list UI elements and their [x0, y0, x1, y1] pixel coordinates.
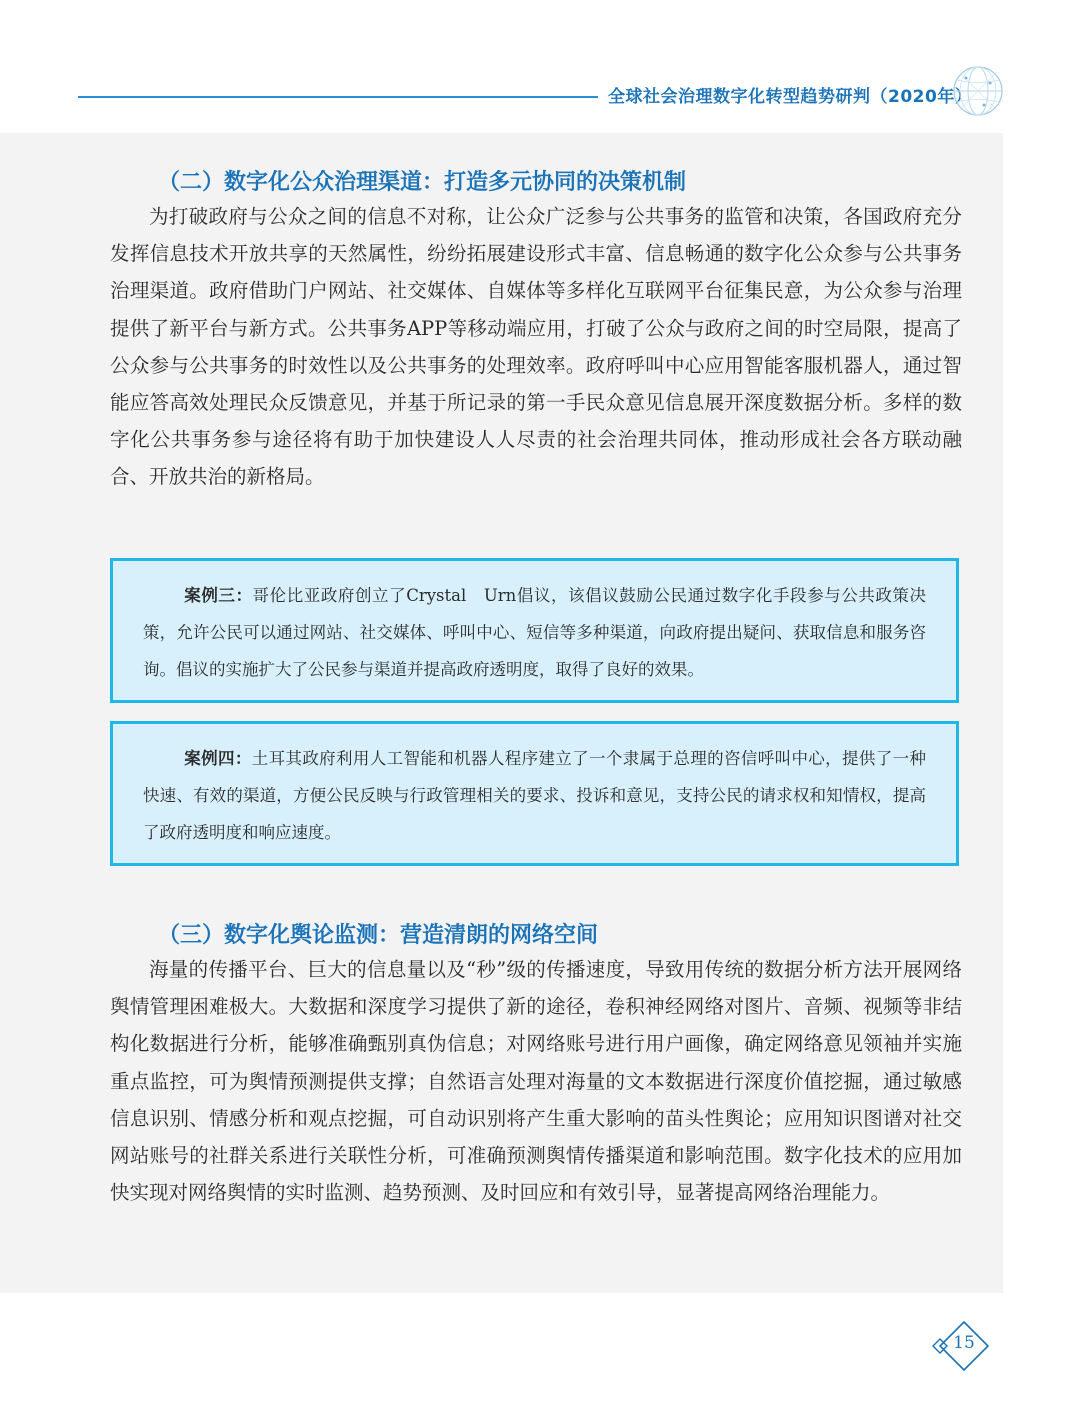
section-body-public-channels: 为打破政府与公众之间的信息不对称，让公众广泛参与公共事务的监管和决策，各国政府充分发挥信息技术开放共享的天然属性，纷纷拓展建设形式丰富、信息畅通的数字化公众参与公共事务治理渠道。政府借助门户网站、社交媒体、自媒体等多样化互联网平台征集民意，为公众参与治理提供了新平台与新方式。公共事务APP等移动端应用，打破了公众与政府之间的时空局限，提高了公众参与公共事务的时效性以及公共事务的处理效率。政府呼叫中心应用智能客服机器人，通过智能应答高效处理民众反馈意见，并基于所记录的第一手民众意见信息展开深度数据分析。多样的数字化公共事务参与途径将有助于加快建设人人尽责的社会治理共同体，推动形成社会各方联动融合、开放共治的新格局。	[110, 205, 962, 489]
section-heading-opinion-monitoring: （三）数字化舆论监测：营造清朗的网络空间	[158, 923, 599, 948]
case-description: 哥伦比亚政府创立了Crystal Urn倡议，该倡议鼓励公民通过数字化手段参与公共政策决策，允许公民可以通过网站、社交媒体、呼叫中心、短信等多种渠道，向政府提出疑问、获取信息和服务咨询。倡议的实施扩大了公民参与渠道并提高政府透明度，取得了良好的效果。	[143, 586, 927, 679]
case-label: 案例三：	[184, 586, 253, 605]
case-box-colombia	[110, 558, 959, 703]
case-label: 案例四：	[184, 749, 252, 768]
section-heading-public-channels: （二）数字化公众治理渠道：打造多元协同的决策机制	[158, 170, 687, 195]
case-text-turkey	[113, 724, 956, 851]
section-body-opinion-monitoring: 海量的传播平台、巨大的信息量以及“秒”级的传播速度，导致用传统的数据分析方法开展网络舆情管理困难极大。大数据和深度学习提供了新的途径，卷积神经网络对图片、音频、视频等非结构化数据进行分析，能够准确甄别真伪信息；对网络账号进行用户画像，确定网络意见领袖并实施重点监控，可为舆情预测提供支撑；自然语言处理对海量的文本数据进行深度价值挖掘，通过敏感信息识别、情感分析和观点挖掘，可自动识别将产生重大影响的苗头性舆论；应用知识图谱对社交网站账号的社群关系进行关联性分析，可准确预测舆情传播渠道和影响范围。数字化技术的应用加快实现对网络舆情的实时监测、趋势预测、及时回应和有效引导，显著提高网络治理能力。	[110, 958, 962, 1205]
case-box-turkey	[110, 721, 959, 866]
page-number: 15	[953, 1333, 975, 1353]
globe-icon	[950, 63, 1006, 119]
case-description: 土耳其政府利用人工智能和机器人程序建立了一个隶属于总理的咨信呼叫中心，提供了一种快速、有效的渠道，方便公民反映与行政管理相关的要求、投诉和意见，支持公民的请求权和知情权，提高了政府透明度和响应速度。	[143, 749, 927, 842]
header-rule	[78, 96, 598, 98]
report-title: 全球社会治理数字化转型趋势研判（2020年）	[608, 87, 973, 107]
case-text-colombia	[113, 561, 956, 688]
